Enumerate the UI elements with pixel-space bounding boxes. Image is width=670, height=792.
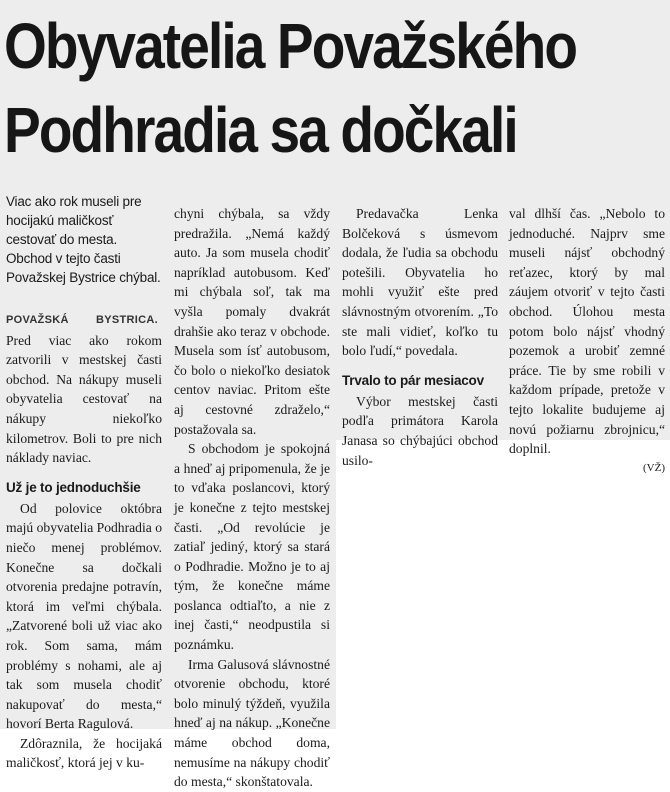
blank-area <box>336 440 670 729</box>
column-4 <box>509 204 665 478</box>
lead-paragraph: Viac ako rok museli pre hocijakú maličkosť cestovať do mesta. Obchod v tejto časti Považskej Bystrice chýbal. <box>6 194 161 285</box>
paragraph: S obchodom je spokojná a hneď aj pripomenula, že je to vďaka poslancovi, ktorý je konečne z tejto mestskej časti. „Od revolúcie je zatiaľ jediný, ktorý sa stará o Podhradie. Možno je to aj tým, že konečne máme poslanca odtiaľto, a nie z inej časti,“ neodpustila si poznámku. <box>174 441 330 653</box>
headline: Obyvatelia Považského Podhradia sa dočkali <box>4 10 577 166</box>
subheading: Už je to jednoduchšie <box>6 479 141 495</box>
subheading: Trvalo to pár mesiacov <box>342 372 484 388</box>
paragraph: Zdôraznila, že hocijaká maličkosť, ktorá jej v ku- <box>6 735 162 771</box>
byline: (VŽ) <box>643 461 665 474</box>
paragraph: chyni chýbala, sa vždy predražila. „Nemá každý auto. Ja som musela chodiť napríklad autobusom. Keď mi chýbala soľ, tak ma vyšla pomaly dvakrát drahšie ako teraz v obchode. Musela som ísť autobusom, čo bolo o niekoľko desiatok centov naviac. Pritom ešte aj cestovné zdraželo,“ postažovala sa. <box>174 206 330 437</box>
column-1 <box>6 192 162 773</box>
paragraph: Predavačka Lenka Bolčeková s úsmevom dodala, že ľudia sa obchodu potešili. Obyvatelia ho mohli využiť ešte pred slávnostným otvorením. „To ste mali vidieť, koľko tu bolo ľudí,“ povedala. <box>342 206 498 359</box>
paragraph: Od polovice októbra majú obyvatelia Podhradia o niečo menej problémov. Konečne sa dočkali otvorenia predajne potravín, ktorá im veľmi chýbala. „Zatvorené boli už viac ako rok. Som sama, mám problémy s nohami, ale aj tak som musela chodiť nakupovať do mesta,“ hovorí Berta Ragulová. <box>6 500 162 732</box>
dateline: POVAŽSKÁ BYSTRICA. <box>6 314 158 326</box>
paragraph: Výbor mestskej časti podľa primátora Karola Janasa so chýbajúci obchod usilo- <box>342 393 498 468</box>
paragraph: Irma Galusová slávnostné otvorenie obchodu, ktoré bolo minulý týždeň, využila hneď aj na nákup. „Konečne máme obchod doma, nemusíme na nákupy chodiť do mesta,“ skonštatovala. <box>174 656 330 790</box>
paragraph: val dlhší čas. „Nebolo to jednoduché. Najprv sme museli nájsť obchodný reťazec, ktorý by mal záujem otvoriť v tejto časti obchod. Úlohou mesta potom bolo nájsť vhodný pozemok a urobiť zemné práce. Tie by sme robili v každom prípade, pretože v tejto lokalite budujeme aj novú požiarnu zbrojnicu,“ doplnil. <box>509 206 665 457</box>
column-3 <box>342 204 498 470</box>
column-2 <box>174 204 330 792</box>
paragraph: POVAŽSKÁ BYSTRICA. Pred viac ako rokom zatvorili v mestskej časti obchod. Na nákupy museli obyvatelia cestovať na nákupy niekoľko kilometrov. Boli to pre nich náklady naviac. <box>6 314 162 466</box>
